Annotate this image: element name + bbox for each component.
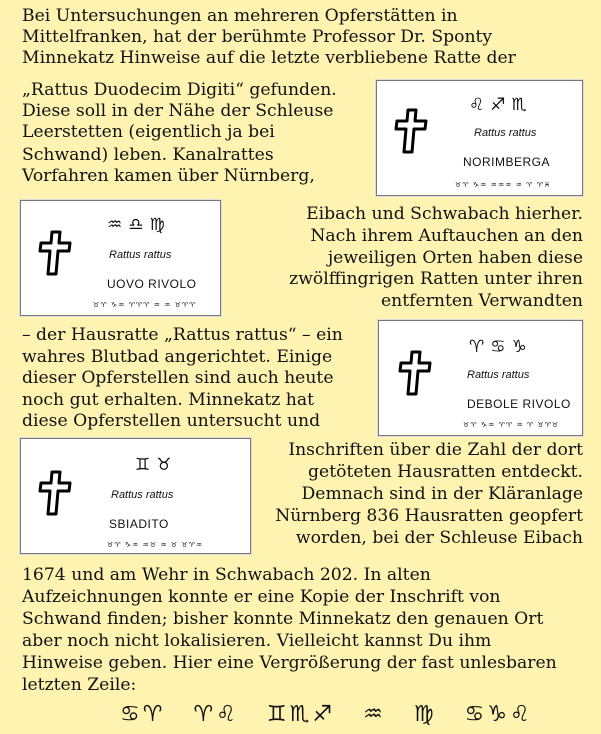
text-line: Hinweise geben. Hier eine Vergrößerung der fast unlesbaren bbox=[22, 653, 557, 673]
text-line: Leerstetten (eigentlich ja bei bbox=[22, 122, 275, 142]
text-line: Demnach sind in der Kläranlage bbox=[301, 484, 583, 504]
text-line: getöteten Hausratten entdeckt. bbox=[308, 462, 583, 482]
symbol-group: ♒ bbox=[363, 702, 386, 727]
inscription-card-sbiadito bbox=[20, 438, 251, 554]
text-line: Minnekatz Hinweise auf die letzte verbliebene Ratte der bbox=[22, 48, 516, 68]
text-line: Schwand) leben. Kanalrattes bbox=[22, 145, 274, 165]
species-label: Rattus rattus bbox=[111, 489, 174, 501]
species-label: Rattus rattus bbox=[109, 249, 172, 261]
symbol-code: ♉♈ ♑♒ ♒♒♒ ♒ ♈ ♈♓ bbox=[455, 181, 552, 189]
symbol-code: ♉♈ ♑♒ ♈♈♈ ♒ ♒ ♉♈♈ bbox=[93, 301, 197, 309]
text-line: dieser Opferstellen sind auch heute bbox=[22, 368, 334, 388]
text-line: Diese soll in der Nähe der Schleuse bbox=[22, 101, 334, 121]
text-line: Nach ihrem Auftauchen an den bbox=[310, 226, 583, 246]
symbol-group: ♋♑♌ bbox=[464, 702, 533, 727]
text-line: – der Hausratte „Rattus rattus“ – ein bbox=[22, 325, 343, 345]
symbol-group: ♈♌ bbox=[193, 702, 239, 727]
text-line: Vorfahren kamen über Nürnberg, bbox=[22, 166, 315, 186]
symbol-group: ♍ bbox=[413, 702, 437, 727]
enlarged-symbol-line bbox=[120, 702, 551, 727]
inscription-card-debole-rivolo bbox=[378, 320, 583, 436]
symbol-group: ♊♏♐ bbox=[266, 702, 336, 727]
zodiac-symbols: ♒♎♍ bbox=[107, 215, 171, 235]
text-line: zwölffingrigen Ratten unter ihren bbox=[289, 269, 583, 289]
zodiac-symbols: ♊♉ bbox=[135, 455, 178, 475]
text-line: diese Opferstellen untersucht und bbox=[22, 411, 321, 431]
cross-icon bbox=[393, 107, 429, 155]
inscription-card-norimberga bbox=[376, 80, 583, 196]
place-name: NORIMBERGA bbox=[463, 155, 551, 169]
text-line: Inschriften über die Zahl der dort bbox=[288, 440, 583, 460]
text-line: wahres Blutbad angerichtet. Einige bbox=[22, 347, 333, 367]
species-label: Rattus rattus bbox=[474, 127, 537, 139]
cross-icon bbox=[37, 469, 73, 517]
zodiac-symbols: ♌♐♏ bbox=[469, 95, 533, 115]
place-name: UOVO RIVOLO bbox=[107, 277, 197, 291]
symbol-group: ♋♈ bbox=[120, 702, 166, 727]
text-line: Schwand finden; bisher konnte Minnekatz den genauen Ort bbox=[22, 609, 544, 629]
symbol-code: ♉♈ ♑♒ ♈♈ ♒ ♈ ♉♈♉ bbox=[463, 421, 560, 429]
text-line: letzten Zeile: bbox=[22, 675, 137, 695]
text-line: Nürnberg 836 Hausratten geopfert bbox=[275, 506, 583, 526]
inscription-card-uovo-rivolo bbox=[20, 200, 221, 316]
text-line: noch gut erhalten. Minnekatz hat bbox=[22, 390, 315, 410]
place-name: DEBOLE RIVOLO bbox=[467, 397, 571, 411]
place-name: SBIADITO bbox=[109, 517, 169, 531]
text-line: „Rattus Duodecim Digiti“ gefunden. bbox=[22, 80, 337, 100]
text-line: jeweiligen Orten haben diese bbox=[327, 248, 583, 268]
text-line: Aufzeichnungen konnte er eine Kopie der Inschrift von bbox=[22, 587, 501, 607]
text-line: Eibach und Schwabach hierher. bbox=[306, 204, 583, 224]
cross-icon bbox=[37, 229, 73, 277]
text-line: worden, bei der Schleuse Eibach bbox=[295, 528, 583, 548]
symbol-code: ♉♈ ♑♒ ♒♉ ♒ ♉ ♉♈♒ bbox=[107, 541, 204, 549]
text-line: 1674 und am Wehr in Schwabach 202. In alten bbox=[22, 565, 431, 585]
text-line: aber noch nicht lokalisieren. Vielleicht kannst Du ihm bbox=[22, 631, 492, 651]
cross-icon bbox=[397, 349, 433, 397]
zodiac-symbols: ♈♋♑ bbox=[469, 337, 533, 357]
species-label: Rattus rattus bbox=[467, 369, 530, 381]
text-line: Bei Untersuchungen an mehreren Opferstätten in bbox=[22, 6, 458, 26]
text-line: Mittelfranken, hat der berühmte Professor Dr. Sponty bbox=[22, 27, 493, 47]
text-line: entfernten Verwandten bbox=[381, 291, 583, 311]
